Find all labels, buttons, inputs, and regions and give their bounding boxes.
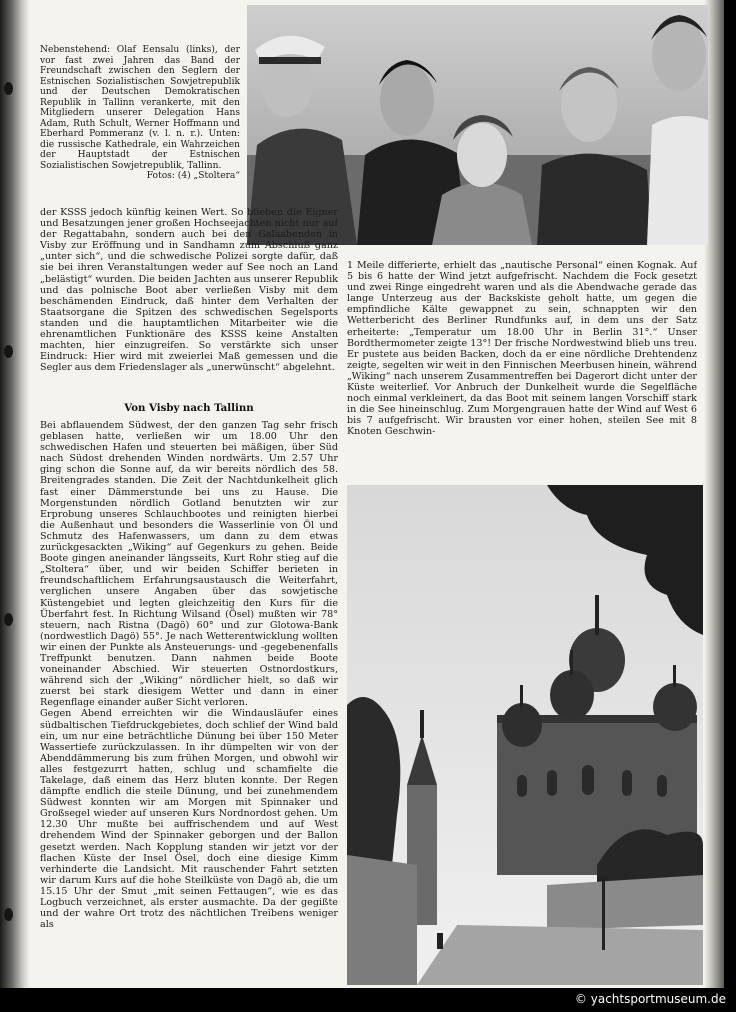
article-right-column bbox=[347, 260, 697, 472]
binder-hole bbox=[4, 908, 13, 921]
caption-text: Nebenstehend: Olaf Eensalu (links), der vor fast zwei Jahren das Band der Freundschaft zwischen den Seglern der Estnischen Sozialistischen Sowjetrepublik und der Deutschen Demokratischen Republik in Tallinn verankerte, mit den Mitgliedern unserer Delegation Hans Adam, Ruth Schult, Werner Hoffmann und Eberhard Pommeranz (v. l. n. r.). Unten: die russische Kathedrale, ein Wahrzeichen der Hauptstadt der Estnischen Sozialistischen Sowjetrepublik, Tallinn. bbox=[40, 45, 240, 171]
watermark: © yachtsportmuseum.de bbox=[574, 992, 726, 1006]
binder-hole bbox=[4, 345, 13, 358]
article-intro bbox=[40, 207, 338, 387]
section-heading: Von Visby nach Tallinn bbox=[124, 402, 254, 414]
article-left-column bbox=[40, 420, 338, 940]
book-spine-shadow bbox=[0, 0, 30, 988]
body-paragraph-1: Bei abflauendem Südwest, der den ganzen Tag sehr frisch geblasen hatte, verließen wir um 18.00 Uhr den schwedischen Hafen und steuerten bei mäßigen, über Süd nach Südost drehenden Winden nordwärts. Um 2.57 Uhr ging schon die Sonne auf, da wir bereits nördlich des 58. Breitengrades standen. Die Zeit der Nachtdunkelheit glich fast einer Dämmerstunde bei uns zu Hause. Die Morgenstunden nördlich Gotland benutzten wir zur Erprobung unseres Schlauchbootes und reinigten hierbei die Außenhaut und besonders die Wasserlinie von Öl und Schmutz des Hafenwassers, um dann zu dem etwas zurückgesackten „Wiking“ auf Gegenkurs zu gehen. Beide Boote gingen aneinander längsseits, Kurt Rohr stieg auf die „Stoltera“ über, und wir beiden Schiffer berieten in freundschaftlichem Erfahrungsaustausch die Weiterfahrt, verglichen unsere Angaben über das sowjetische Küstengebiet und legten gleichzeitig den Kurs für die Überfahrt fest. In Richtung Wilsand (Ösel) mußten wir 78° steuern, nach Ristna (Dagö) 60° und zur Glotowa-Bank (nordwestlich Dagö) 55°. Je nach Wetterentwicklung wollten wir einen der Punkte als Ansteuerungs- und -gegebenenfalls Treffpunkt benutzen. Dann nahmen beide Boote voneinander Abschied. Wir steuerten Ostnordostkurs, während sich der „Wiking“ nördlicher hielt, so daß wir zuerst bei stark diesigem Wetter und dann in einer Regenflage einander außer Sicht verloren. bbox=[40, 420, 338, 709]
intro-paragraph: der KSSS jedoch künftig keinen Wert. So blieben die Eigner und Besatzungen jener großen Hochseejachten nicht nur auf der Regattabahn, sondern auch bei den Galaabenden in Visby zur Eröffnung und in Sandhamn zum Abschluß ganz „unter sich“, und die schwedische Polizei sorgte dafür, daß sie bei ihren Veranstaltungen weder auf See noch an Land „belästigt“ wurden. Die beiden Jachten aus unserer Republik und das polnische Boot aber verließen Visby mit dem beschämenden Eindruck, daß hinter dem Verhalten der Staatsorgane die Spitzen des schwedischen Segelsports standen und die hauptamtlichen Mitarbeiter wie die ehrenamtlichen Funktionäre des KSSS keine Anstalten machten, hier einzugreifen. So verstärkte sich unser Eindruck: Hier wird mit zweierlei Maß gemessen und die Segler aus dem Friedenslager als „unerwünscht“ abgelehnt. bbox=[40, 207, 338, 374]
binder-hole bbox=[4, 82, 13, 95]
photo-caption bbox=[40, 45, 240, 182]
watermark-bar bbox=[0, 988, 736, 1012]
body-paragraph-2: Gegen Abend erreichten wir die Windausläufer eines südbaltischen Tiefdruckgebietes, doch schlief der Wind bald ein, um nur eine beträchtliche Dünung bei über 150 Meter Wassertiefe zurückzulassen. In ihr dümpelten wir von der Abenddämmerung bis zum frühen Morgen, und obwohl wir alles festgezurrt hatten, schlug und schamfielte die Takelage, daß einem das Herz bluten konnte. Der Regen dämpfte endlich die steile Dünung, und bei zunehmendem Südwest konnten wir am Morgen mit Spinnaker und Großsegel wieder auf unseren Kurs Nordnordost gehen. Um 12.30 Uhr mußte bei auffrischendem und auf West drehendem Wind der Spinnaker geborgen und der Ballon gesetzt werden. Nach Kopplung standen wir jetzt vor der flachen Küste der Insel Ösel, doch eine diesige Kimm verhinderte die Landsicht. Mit rauschender Fahrt setzten wir darum Kurs auf die hohe Steilküste von Dagö ab, die um 15.15 Uhr der Smut „mit seinen Fettaugen“, wie es das Logbuch verzeichnet, als erster ausmachte. Da der gegißte und der wahre Ort trotz des nächtlichen Treibens weniger als bbox=[40, 708, 338, 931]
binder-hole bbox=[4, 613, 13, 626]
caption-credit: Fotos: (4) „Stoltera“ bbox=[146, 171, 240, 181]
cathedral-photo bbox=[347, 485, 703, 985]
body-paragraph-3: 1 Meile differierte, erhielt das „nautische Personal“ einen Kognak. Auf 5 bis 6 hatte der Wind jetzt aufgefrischt. Nachdem die Fock gesetzt und zwei Ringe eingedreht waren und als die Abendwache gerade das lange Unterzeug aus der Backskiste geholt hatte, um gegen die empfindliche Kälte gewappnet zu sein, schnappten wir den Wetterbericht des Berliner Rundfunks auf, in dem uns der Satz erheiterte: „Temperatur um 18.00 Uhr in Berlin 31°.“ Unser Bordthermometer zeigte 13°! Der frische Nordwestwind blieb uns treu. Er pustete aus beiden Backen, doch da er eine nördliche Drehtendenz zeigte, segelten wir weit in den Finnischen Meerbusen hinein, während „Wiking“ nach unserem Zusammentreffen bei Dagerort dicht unter der Küste weiterlief. Vor Anbruch der Dunkelheit wurde die Segelfläche noch einmal verkleinert, da das Boot mit seinem langen Vorschiff stark in die See hineinschlug. Zum Morgengrauen hatte der Wind auf West 6 bis 7 aufgefrischt. Wir brausten vor einer hohen, steilen See mit 8 Knoten Geschwin- bbox=[347, 260, 697, 438]
